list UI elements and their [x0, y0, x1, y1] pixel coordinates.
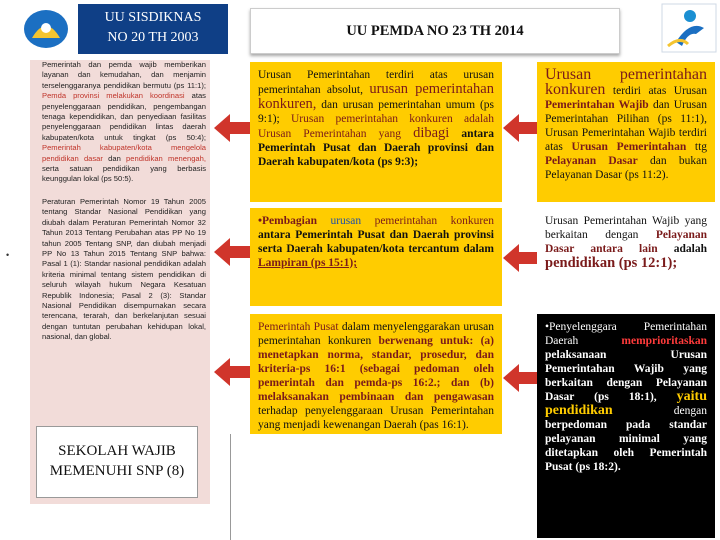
pemda-box-5 — [537, 208, 715, 308]
m1-text-c: dan urusan pemerintahan umum (ps 9:1); — [258, 99, 495, 125]
r3-text-f: berpedoman pada standar pelayanan minimal yang ditetapkan oleh Pemerintah Pusat (ps 18:2). — [545, 419, 707, 473]
lp1-text-g: serta satuan pendidikan yang berbasis keunggulan lokal (ps 50:5). — [42, 164, 206, 184]
r2-text-c: adalah — [673, 243, 708, 255]
m2-text-a: •Pembagian — [258, 215, 317, 227]
m2-text-c: pemerintahan konkuren — [374, 215, 495, 227]
r1-text-e: Urusan Pemerintahan — [571, 141, 687, 153]
header-left-line2: NO 20 TH 2003 — [107, 30, 199, 45]
r3-text-b: memprioritaskan — [621, 335, 707, 347]
header-left-line1: UU SISDIKNAS — [104, 10, 202, 25]
arrow-left-icon — [501, 108, 539, 148]
m3-text-c: berwenang untuk: (a) menetapkan norma, standar, prosedur, dan kriteria-ps 16:1 (sebagai pedoman oleh pemerintah dan pemda-ps 16:2.; dan (b) melaksanakan pembinaan dan pengawasan — [258, 335, 495, 403]
r1-text-a: Urusan pemerintahan konkuren — [545, 66, 707, 98]
m1-text-d: Urusan pemerintahan konkuren adalah Urusan Pemerintahan yang — [258, 113, 494, 140]
arrow-left-icon — [501, 238, 539, 278]
r2-text-a: Urusan Pemerintahan Wajib yang berkaitan dengan — [545, 215, 707, 241]
r3-text-d: yaitu pendidikan — [545, 389, 707, 418]
r1-text-h: dan bukan Pelayanan Dasar (ps 11:2). — [545, 155, 708, 181]
school-snp-box — [36, 426, 198, 498]
arrow-left-icon — [212, 108, 252, 148]
lp1-text-f: pendidikan menengah, — [126, 153, 206, 163]
m2-text-d: antara Pemerintah Pusat dan Daerah provinsi serta Daerah kabupaten/kota tercantum dalam — [258, 229, 494, 255]
m2-text-b: urusan — [330, 215, 362, 227]
r1-text-g: Pelayanan Dasar — [545, 155, 638, 167]
r1-text-f: ttg — [694, 141, 708, 153]
arrow-left-icon — [501, 358, 539, 398]
pemda-box-3 — [250, 314, 502, 434]
school-line-1: SEKOLAH WAJIB — [58, 443, 176, 459]
m3-text-d: terhadap penyelenggaraan Urusan Pemerintahan yang menjadi kewenangan Daerah (pas 16:1). — [258, 405, 494, 431]
divider-line — [230, 434, 231, 540]
pemda-box-1 — [250, 62, 502, 202]
m1-text-b: urusan pemerintahan konkuren, — [258, 81, 494, 112]
sisdiknas-paragraph-1 — [30, 60, 210, 185]
sisdiknas-panel — [30, 60, 210, 434]
r1-text-c: Pemerintahan Wajib — [545, 99, 649, 111]
m3-text-a: Pemerintah Pusat — [258, 321, 339, 333]
r3-text-a: •Penyelenggara Pemerintahan Daerah — [545, 321, 707, 347]
pemda-box-6 — [537, 314, 715, 538]
r2-text-b: Pelayanan Dasar antara lain — [545, 229, 707, 255]
arrow-left-icon — [212, 232, 252, 272]
r3-text-c: pelaksanaan Urusan Pemerintahan Wajib yang berkaitan dengan Pelayanan Dasar (ps 18:1), — [545, 349, 707, 403]
r1-text-b: terdiri atas Urusan — [612, 85, 707, 97]
lp1-text-b: Pemda provinsi melakukan koordinasi — [42, 91, 185, 101]
bullet-marker: • — [6, 250, 10, 260]
pemda-box-2 — [250, 208, 502, 306]
pemda-box-4 — [537, 62, 715, 202]
r1-text-d: dan Urusan Pemerintahan Pilihan (ps 11:1), Urusan Pemerintahan Wajib terdiri atas — [545, 99, 707, 153]
education-logo — [660, 2, 718, 54]
lp1-text-d: Pemerintah kabupaten/kota mengelola pendidikan dasar — [42, 143, 206, 163]
r3-text-e: dengan — [673, 405, 707, 417]
school-line-2: MEMENUHI SNP (8) — [49, 463, 185, 479]
r2-text-d: pendidikan (ps 12:1); — [545, 255, 678, 271]
m2-text-e: Lampiran (ps 15:1); — [258, 257, 358, 269]
sisdiknas-paragraph-2: Peraturan Pemerintah Nomor 19 Tahun 2005 tentang Standar Nasional Pendidikan yang diubah dalam Peraturan Pemerintah Nomor 32 Tahun 2013 Tentang Perubahan atas PP No 19 tahun 2005 Tentang SNP, dan diubah menjadi PP No 13 Tahun 2015 Tentang SNP bahwa: Pasal 1 (1): Standar nasional pendidikan adalah kriteria minimal tentang sistem pendidikan di seluruh wilayah hukum Negara Kesatuan Republik Indonesia; Pasal 2 (3): Standar Nasional Pendidikan disempurnakan secara terencana, terarah, dan berkelanjutan sesuai dengan tuntutan perubahan kehidupan lokal, nasional, dan global. — [42, 196, 206, 342]
lp1-text-c: atas penyelenggaraan pendidikan, pengembangan tenaga kependidikan, dan penyediaan fasilitas penyelenggaraan pendidikan lintas daerah kabupaten/kota untuk tingkat (ps 50:4); — [42, 91, 206, 142]
header-right-title: UU PEMDA NO 23 TH 2014 — [250, 8, 620, 54]
lp1-text-a: Pemerintah dan pemda wajib memberikan layanan dan kemudahan, dan menjamin terselenggaranya pendidikan bermutu (ps 11:1); — [42, 60, 206, 90]
lp1-text-e: dan — [108, 153, 121, 163]
arrow-left-icon — [212, 352, 252, 392]
m3-text-b: dalam menyelenggarakan urusan pemerintahan konkuren — [258, 321, 495, 347]
m1-text-f: antara Pemerintah Pusat dan Daerah provinsi dan Daerah kabupaten/kota (ps 9:3); — [258, 128, 495, 168]
m1-text-e: dibagi — [413, 125, 450, 141]
header-left-title — [78, 4, 228, 54]
m1-text-a: Urusan Pemerintahan terdiri atas urusan pemerintahan absolut, — [258, 69, 494, 96]
ministry-logo — [22, 8, 70, 50]
